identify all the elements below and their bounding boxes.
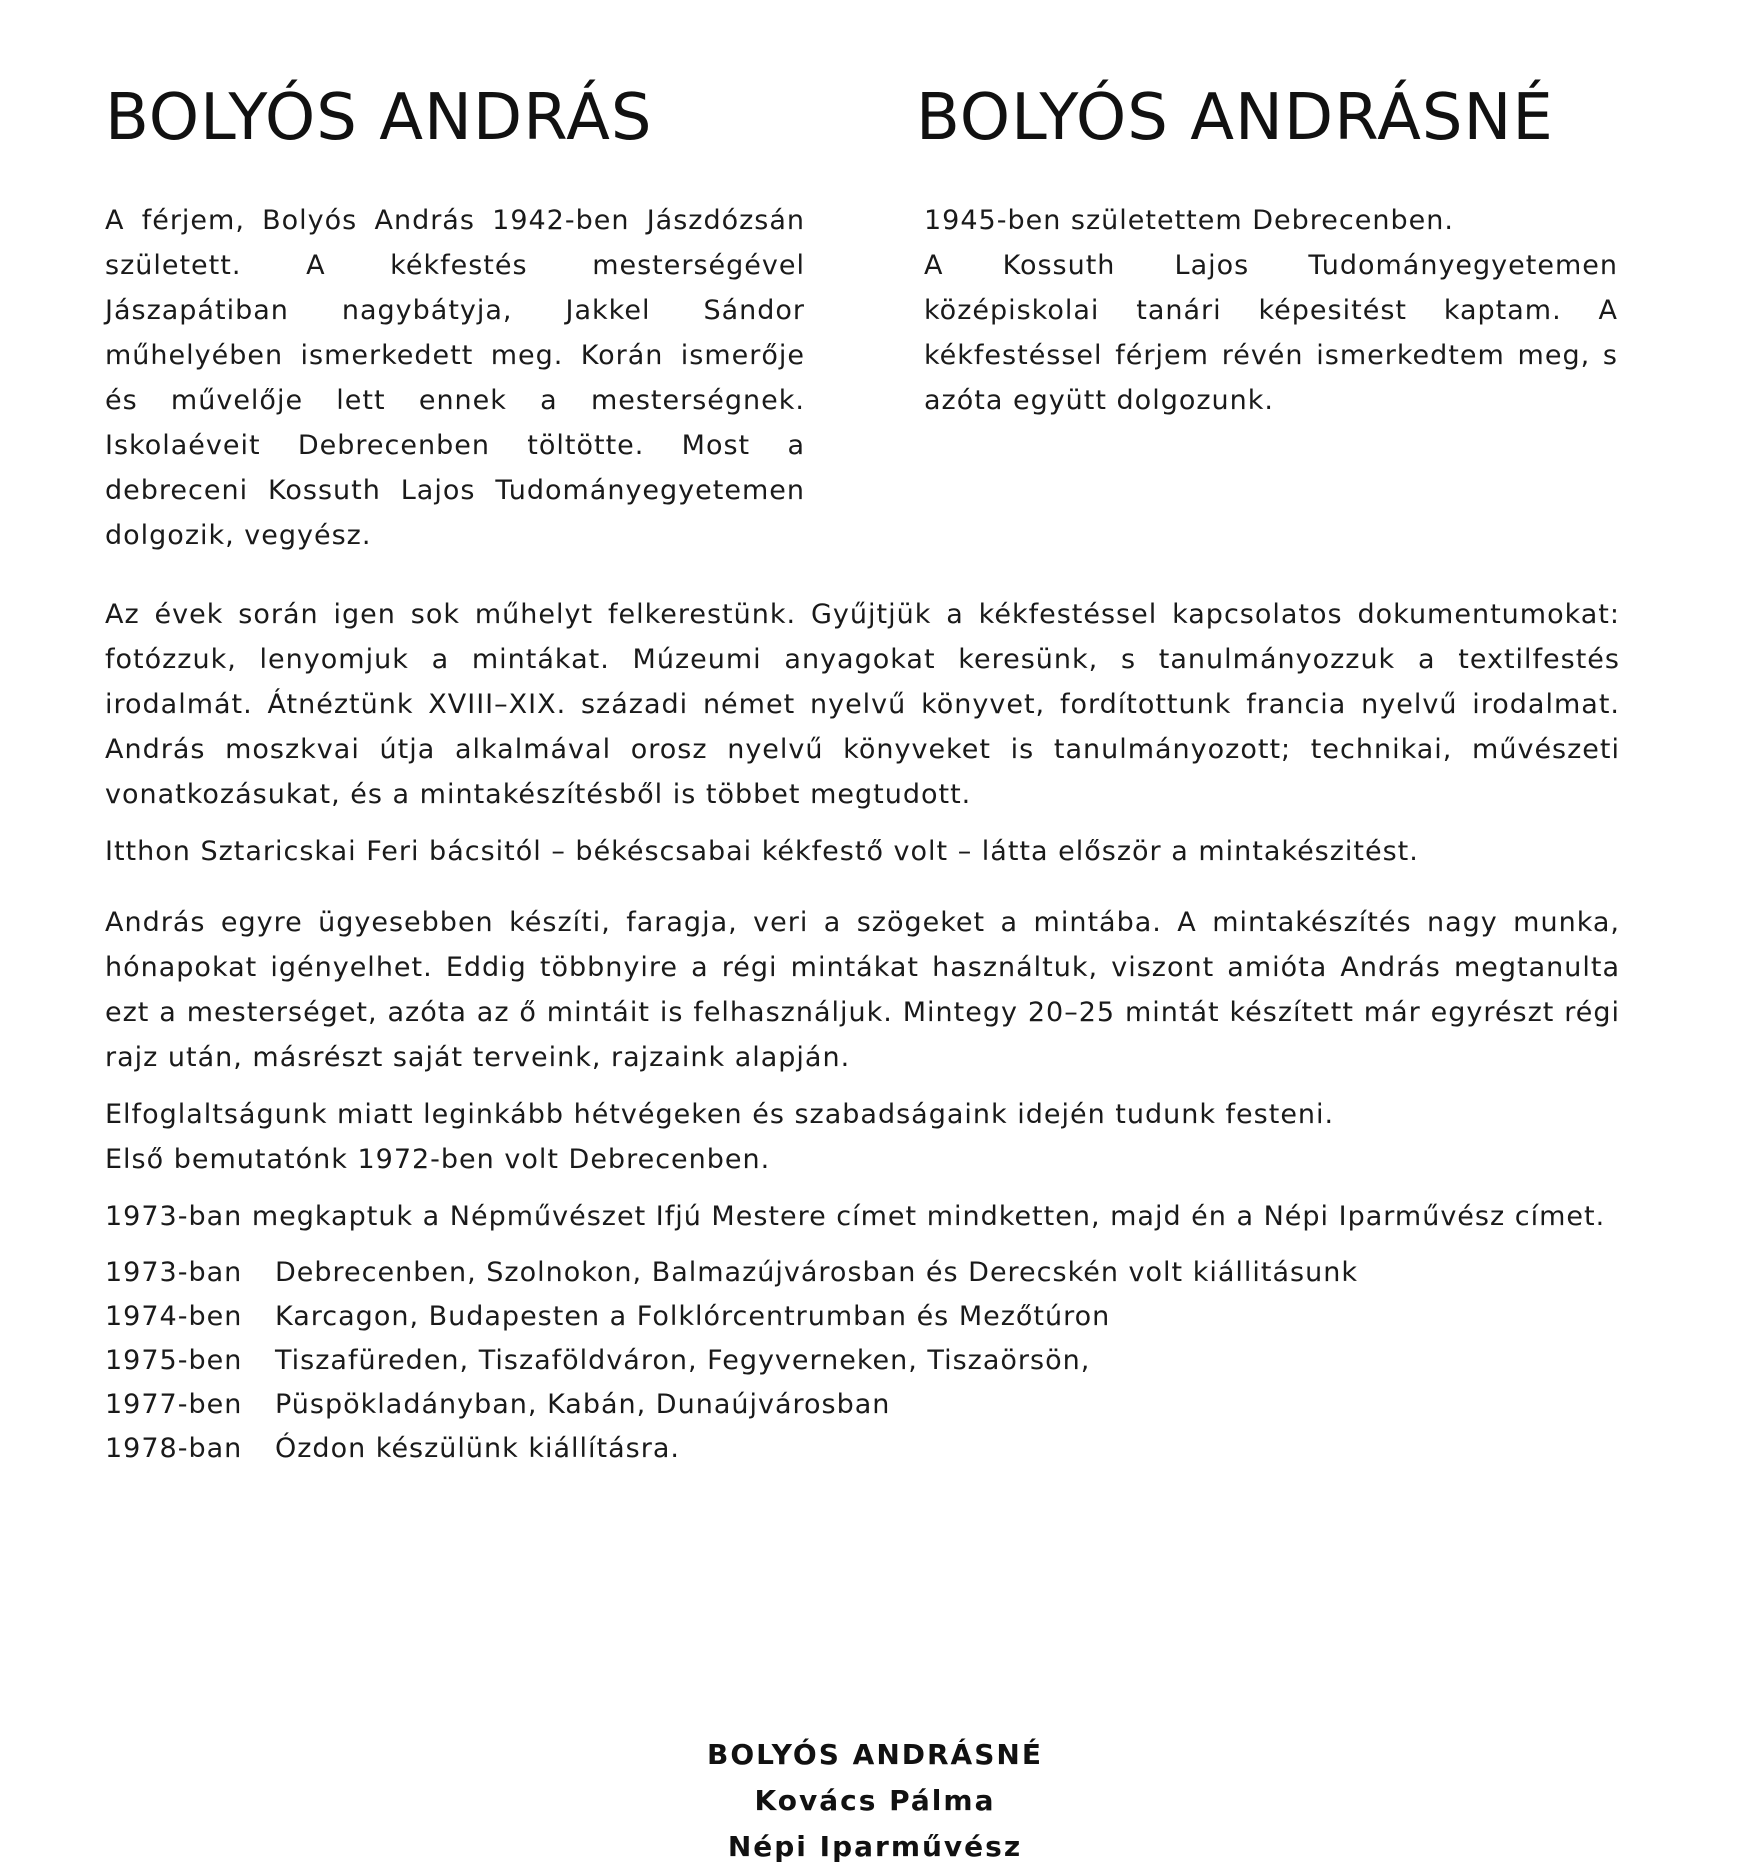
exhibition-places: Ózdon készülünk kiállításra. [275,1433,680,1464]
paragraph-mintakeszites: András egyre ügyesebben készíti, faragja, veri a szögeket a mintába. A mintakészítés nagy munka, hónapokat igényelhet. Eddig többnyire a régi mintákat használtuk, viszont amióta András megtanulta ezt a mesterséget, azóta az ő mintáit is felhasználjuk. Mintegy 20–25 mintát készített már egyrészt régi rajz után, másrészt saját terveink, rajzaink alapján. [105,907,1620,1073]
exhibition-list [105,1251,1620,1471]
bio-andrasne [924,198,1618,423]
paragraph-awards: 1973-ban megkaptuk a Népművészet Ifjú Mestere címet mindketten, majd én a Népi Iparművész címet. [105,1201,1606,1232]
title-bolyos-andrasne: BOLYÓS ANDRÁSNÉ [916,81,1554,155]
bio-andras: A férjem, Bolyós András 1942-ben Jászdózsán született. A kékfestés mesterségével Jászapátiban nagybátyja, Jakkel Sándor műhelyében ismerkedett meg. Korán ismerője és művelője lett ennek a mesterségnek. Iskolaéveit Debrecenben töltötte. Most a debreceni Kossuth Lajos Tudományegyetemen dolgozik, vegyész. [105,205,805,551]
exhibition-year: 1977-ben [105,1389,243,1420]
bio-andrasne-education: A Kossuth Lajos Tudományegyetemen középiskolai tanári képesitést kaptam. A kékfestéssel férjem révén ismerkedtem meg, s azóta együtt dolgozunk. [924,250,1618,416]
exhibition-year: 1973-ban [105,1257,243,1288]
signature-name: BOLYÓS ANDRÁSNÉ [707,1738,1043,1771]
exhibition-places: Debrecenben, Szolnokon, Balmazújvárosban és Derecskén volt kiállitásunk [275,1257,1358,1288]
signature-maiden-name: Kovács Pálma [754,1784,996,1817]
bio-andrasne-birth: 1945-ben születettem Debrecenben. [924,205,1454,236]
exhibition-year: 1974-ben [105,1301,243,1332]
exhibition-row [105,1427,1620,1471]
exhibition-row [105,1383,1620,1427]
line-elfoglaltsag: Elfoglaltságunk miatt leginkább hétvégeken és szabadságaink idején tudunk festeni. [105,1099,1335,1130]
exhibition-places: Tiszafüreden, Tiszaföldváron, Fegyverneken, Tiszaörsön, [275,1345,1091,1376]
exhibition-row [105,1295,1620,1339]
exhibition-year: 1975-ben [105,1345,243,1376]
signature-title: Népi Iparművész [727,1830,1023,1863]
paragraph-research: Az évek során igen sok műhelyt felkerestünk. Gyűjtjük a kékfestéssel kapcsolatos dokumentumokat: fotózzuk, lenyomjuk a mintákat. Múzeumi anyagokat keresünk, s tanulmányozzuk a textilfestés irodalmát. Átnéztünk XVIII–XIX. századi német nyelvű könyvet, fordítottunk francia nyelvű irodalmat. András moszkvai útja alkalmával orosz nyelvű könyveket is tanulmányozott; technikai, művészeti vonatkozásukat, és a mintakészítésből is többet megtudott. [105,599,1620,810]
paragraph-sztaricskai: Itthon Sztaricskai Feri bácsitól – békéscsabai kékfestő volt – látta először a mintakészitést. [105,836,1419,867]
title-bolyos-andras: BOLYÓS ANDRÁS [105,81,653,155]
line-elso-bemutato: Első bemutatónk 1972-ben volt Debrecenben. [105,1144,771,1175]
exhibition-places: Karcagon, Budapesten a Folklórcentrumban és Mezőtúron [275,1301,1111,1332]
exhibition-row [105,1339,1620,1383]
signature-block [0,1732,1750,1870]
exhibition-places: Püspökladányban, Kabán, Dunaújvárosban [275,1389,891,1420]
exhibition-row [105,1251,1620,1295]
main-text [105,592,1620,1471]
exhibition-year: 1978-ban [105,1433,243,1464]
